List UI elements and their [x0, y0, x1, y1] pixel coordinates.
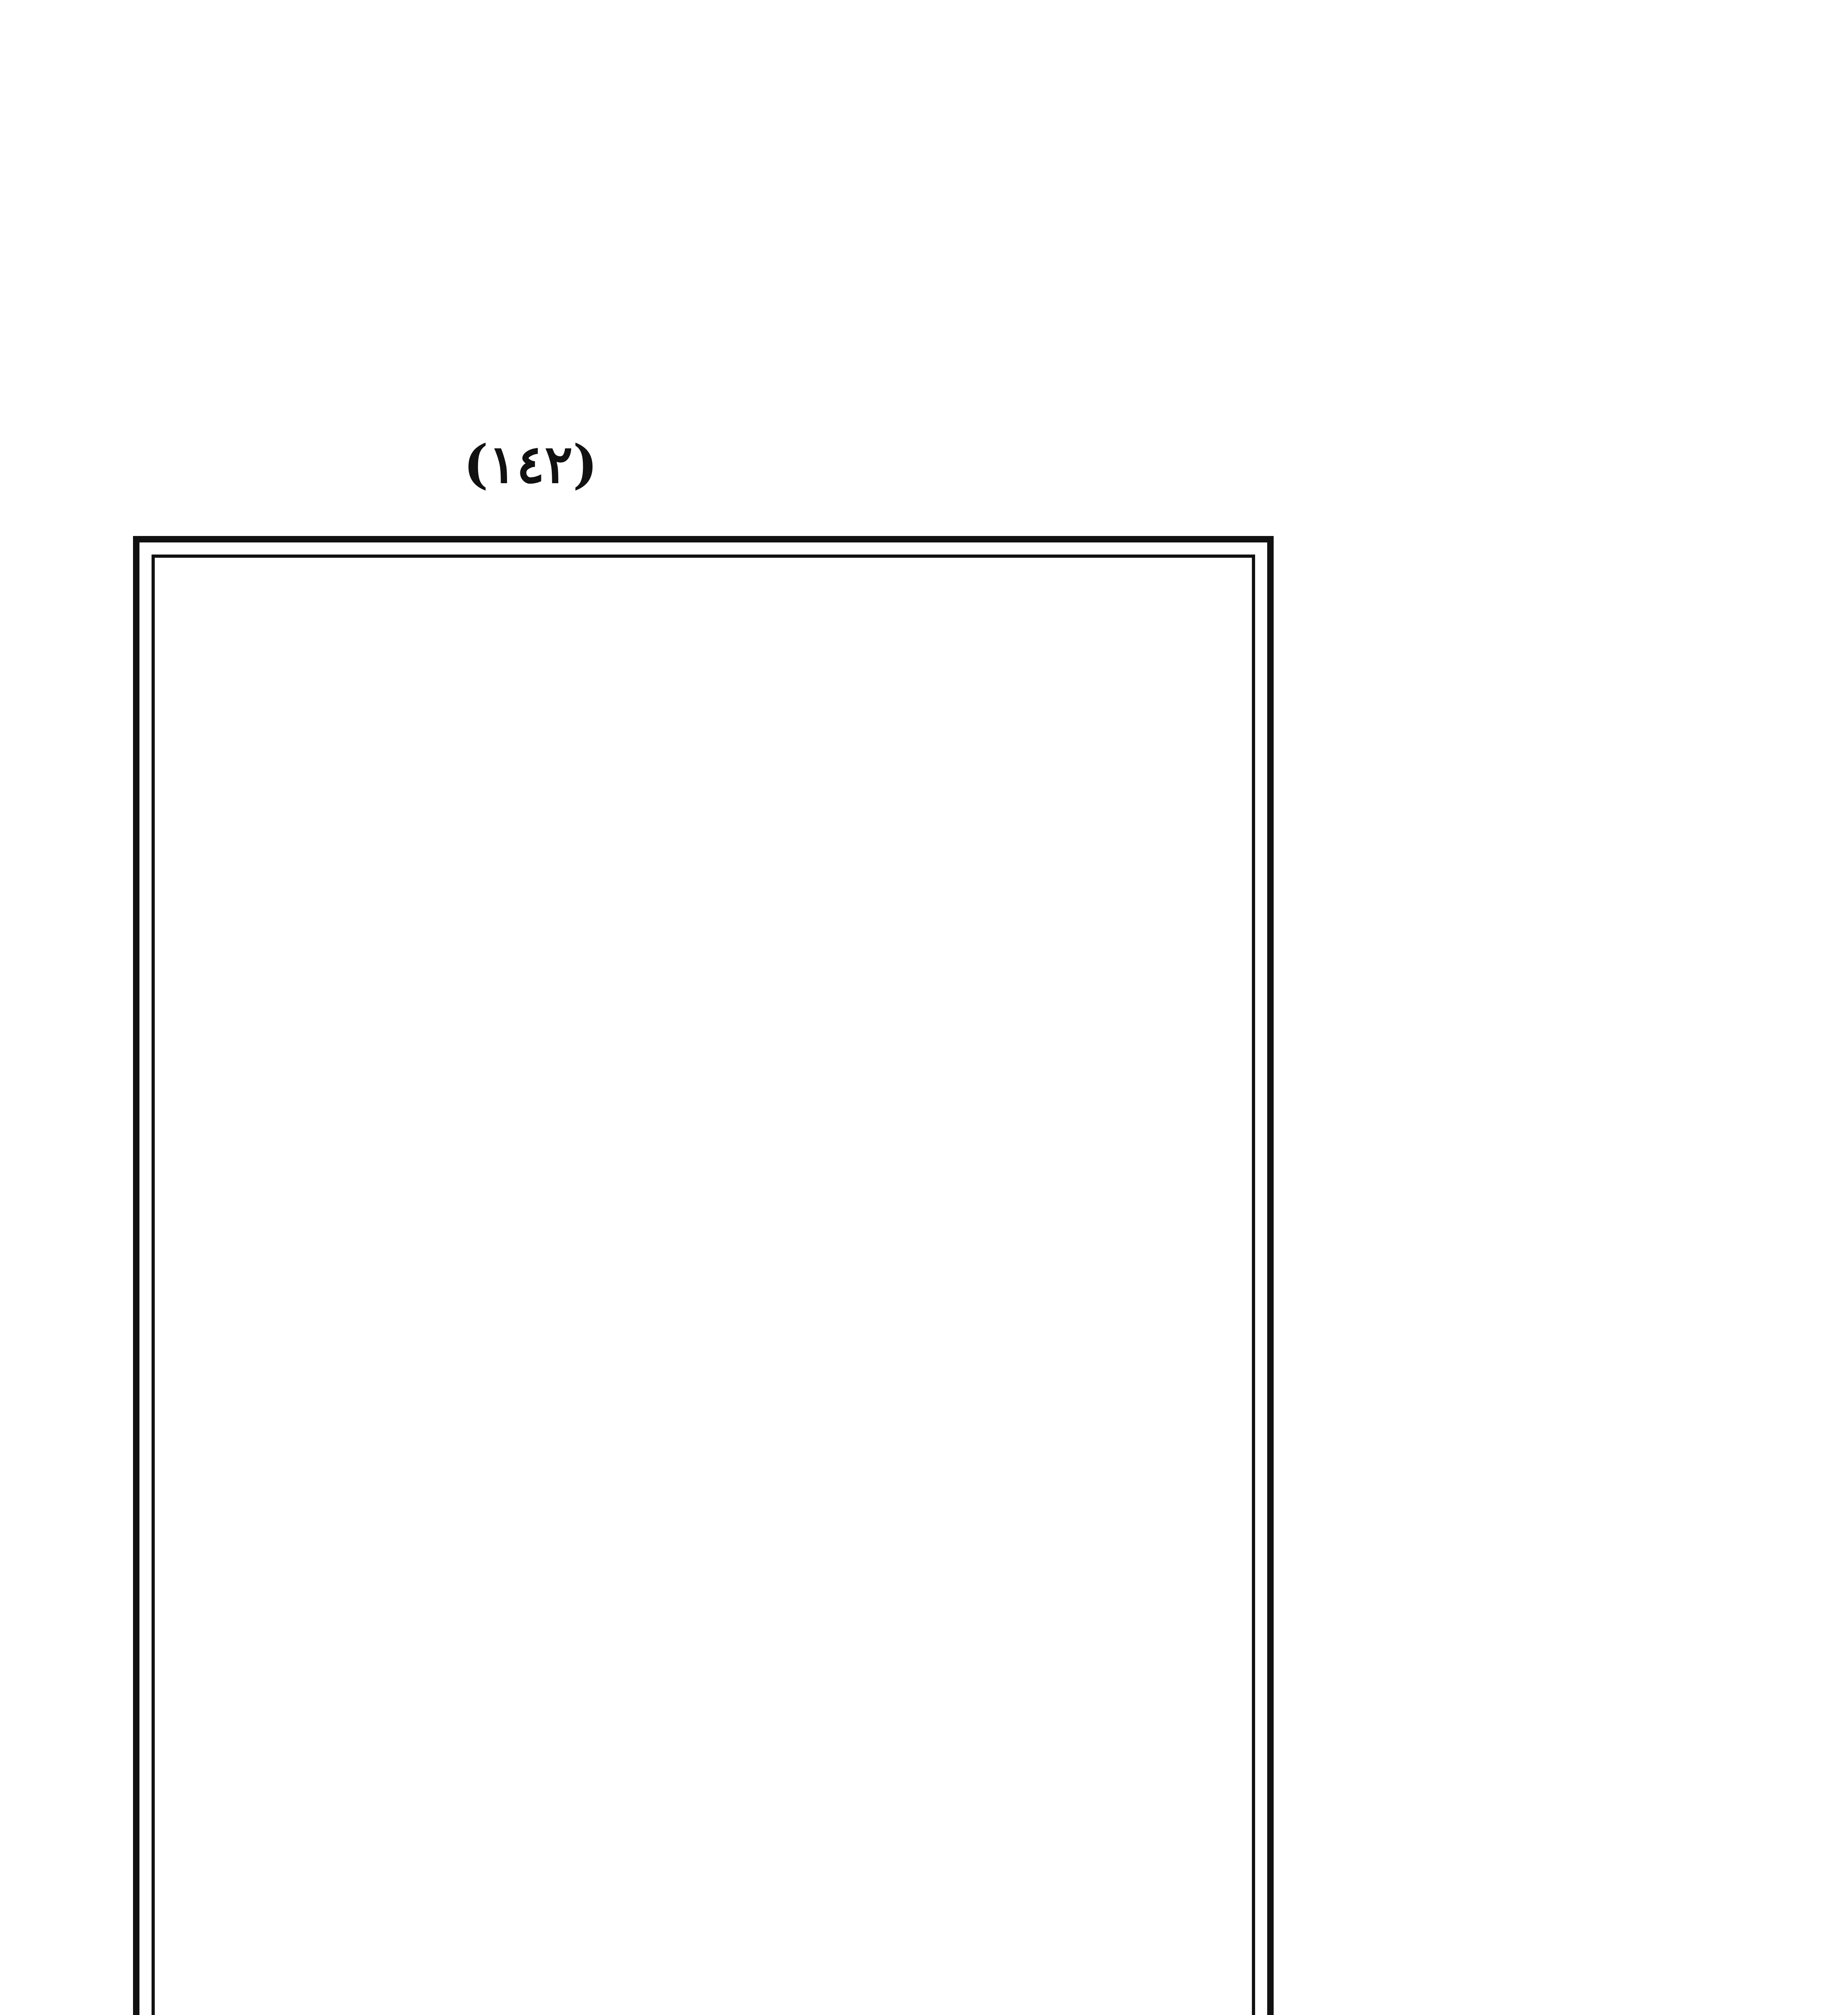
page-number: (١٤٢) [464, 433, 598, 495]
header-commentary [121, 133, 1731, 508]
margin-gloss [1306, 532, 1733, 2015]
main-text [169, 572, 1237, 2015]
